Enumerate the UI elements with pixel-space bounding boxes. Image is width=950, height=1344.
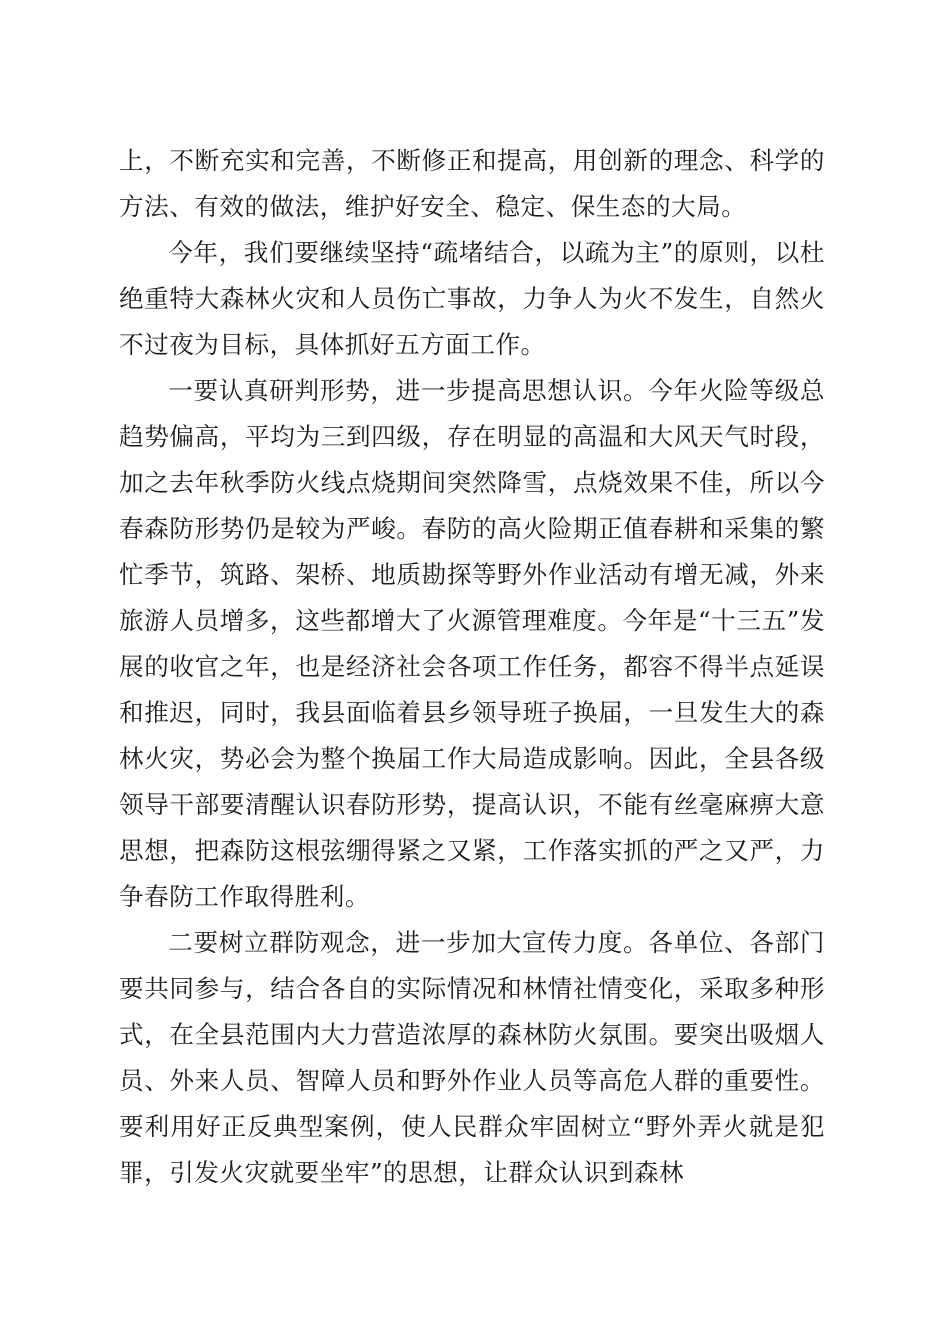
- document-body: [119, 138, 825, 1196]
- paragraph-point-two: 二要树立群防观念，进一步加大宣传力度。各单位、各部门要共同参与，结合各自的实际情况和林情社情变化，采取多种形式，在全县范围内大力营造浓厚的森林防火氛围。要突出吸烟人员、外来人员、智障人员和野外作业人员等高危人群的重要性。要利用好正反典型案例，使人民群众牢固树立“野外弄火就是犯罪，引发火灾就要坐牢”的思想，让群众认识到森林: [119, 928, 825, 1187]
- paragraph-continuation: 上，不断充实和完善，不断修正和提高，用创新的理念、科学的方法、有效的做法，维护好安全、稳定、保生态的大局。: [119, 146, 825, 221]
- paragraph-principle: 今年，我们要继续坚持“疏堵结合，以疏为主”的原则，以杜绝重特大森林火灾和人员伤亡事故，力争人为火不发生，自然火不过夜为目标，具体抓好五方面工作。: [119, 238, 825, 359]
- paragraph-point-one: 一要认真研判形势，进一步提高思想认识。今年火险等级总趋势偏高，平均为三到四级，存在明显的高温和大风天气时段，加之去年秋季防火线点烧期间突然降雪，点烧效果不佳，所以今春森防形势仍是较为严峻。春防的高火险期正值春耕和采集的繁忙季节，筑路、架桥、地质勘探等野外作业活动有增无减，外来旅游人员增多，这些都增大了火源管理难度。今年是“十三五”发展的收官之年，也是经济社会各项工作任务，都容不得半点延误和推迟，同时，我县面临着县乡领导班子换届，一旦发生大的森林火灾，势必会为整个换届工作大局造成影响。因此，全县各级领导干部要清醒认识春防形势，提高认识，不能有丝毫麻痹大意思想，把森防这根弦绷得紧之又紧，工作落实抓的严之又严，力争春防工作取得胜利。: [119, 376, 825, 911]
